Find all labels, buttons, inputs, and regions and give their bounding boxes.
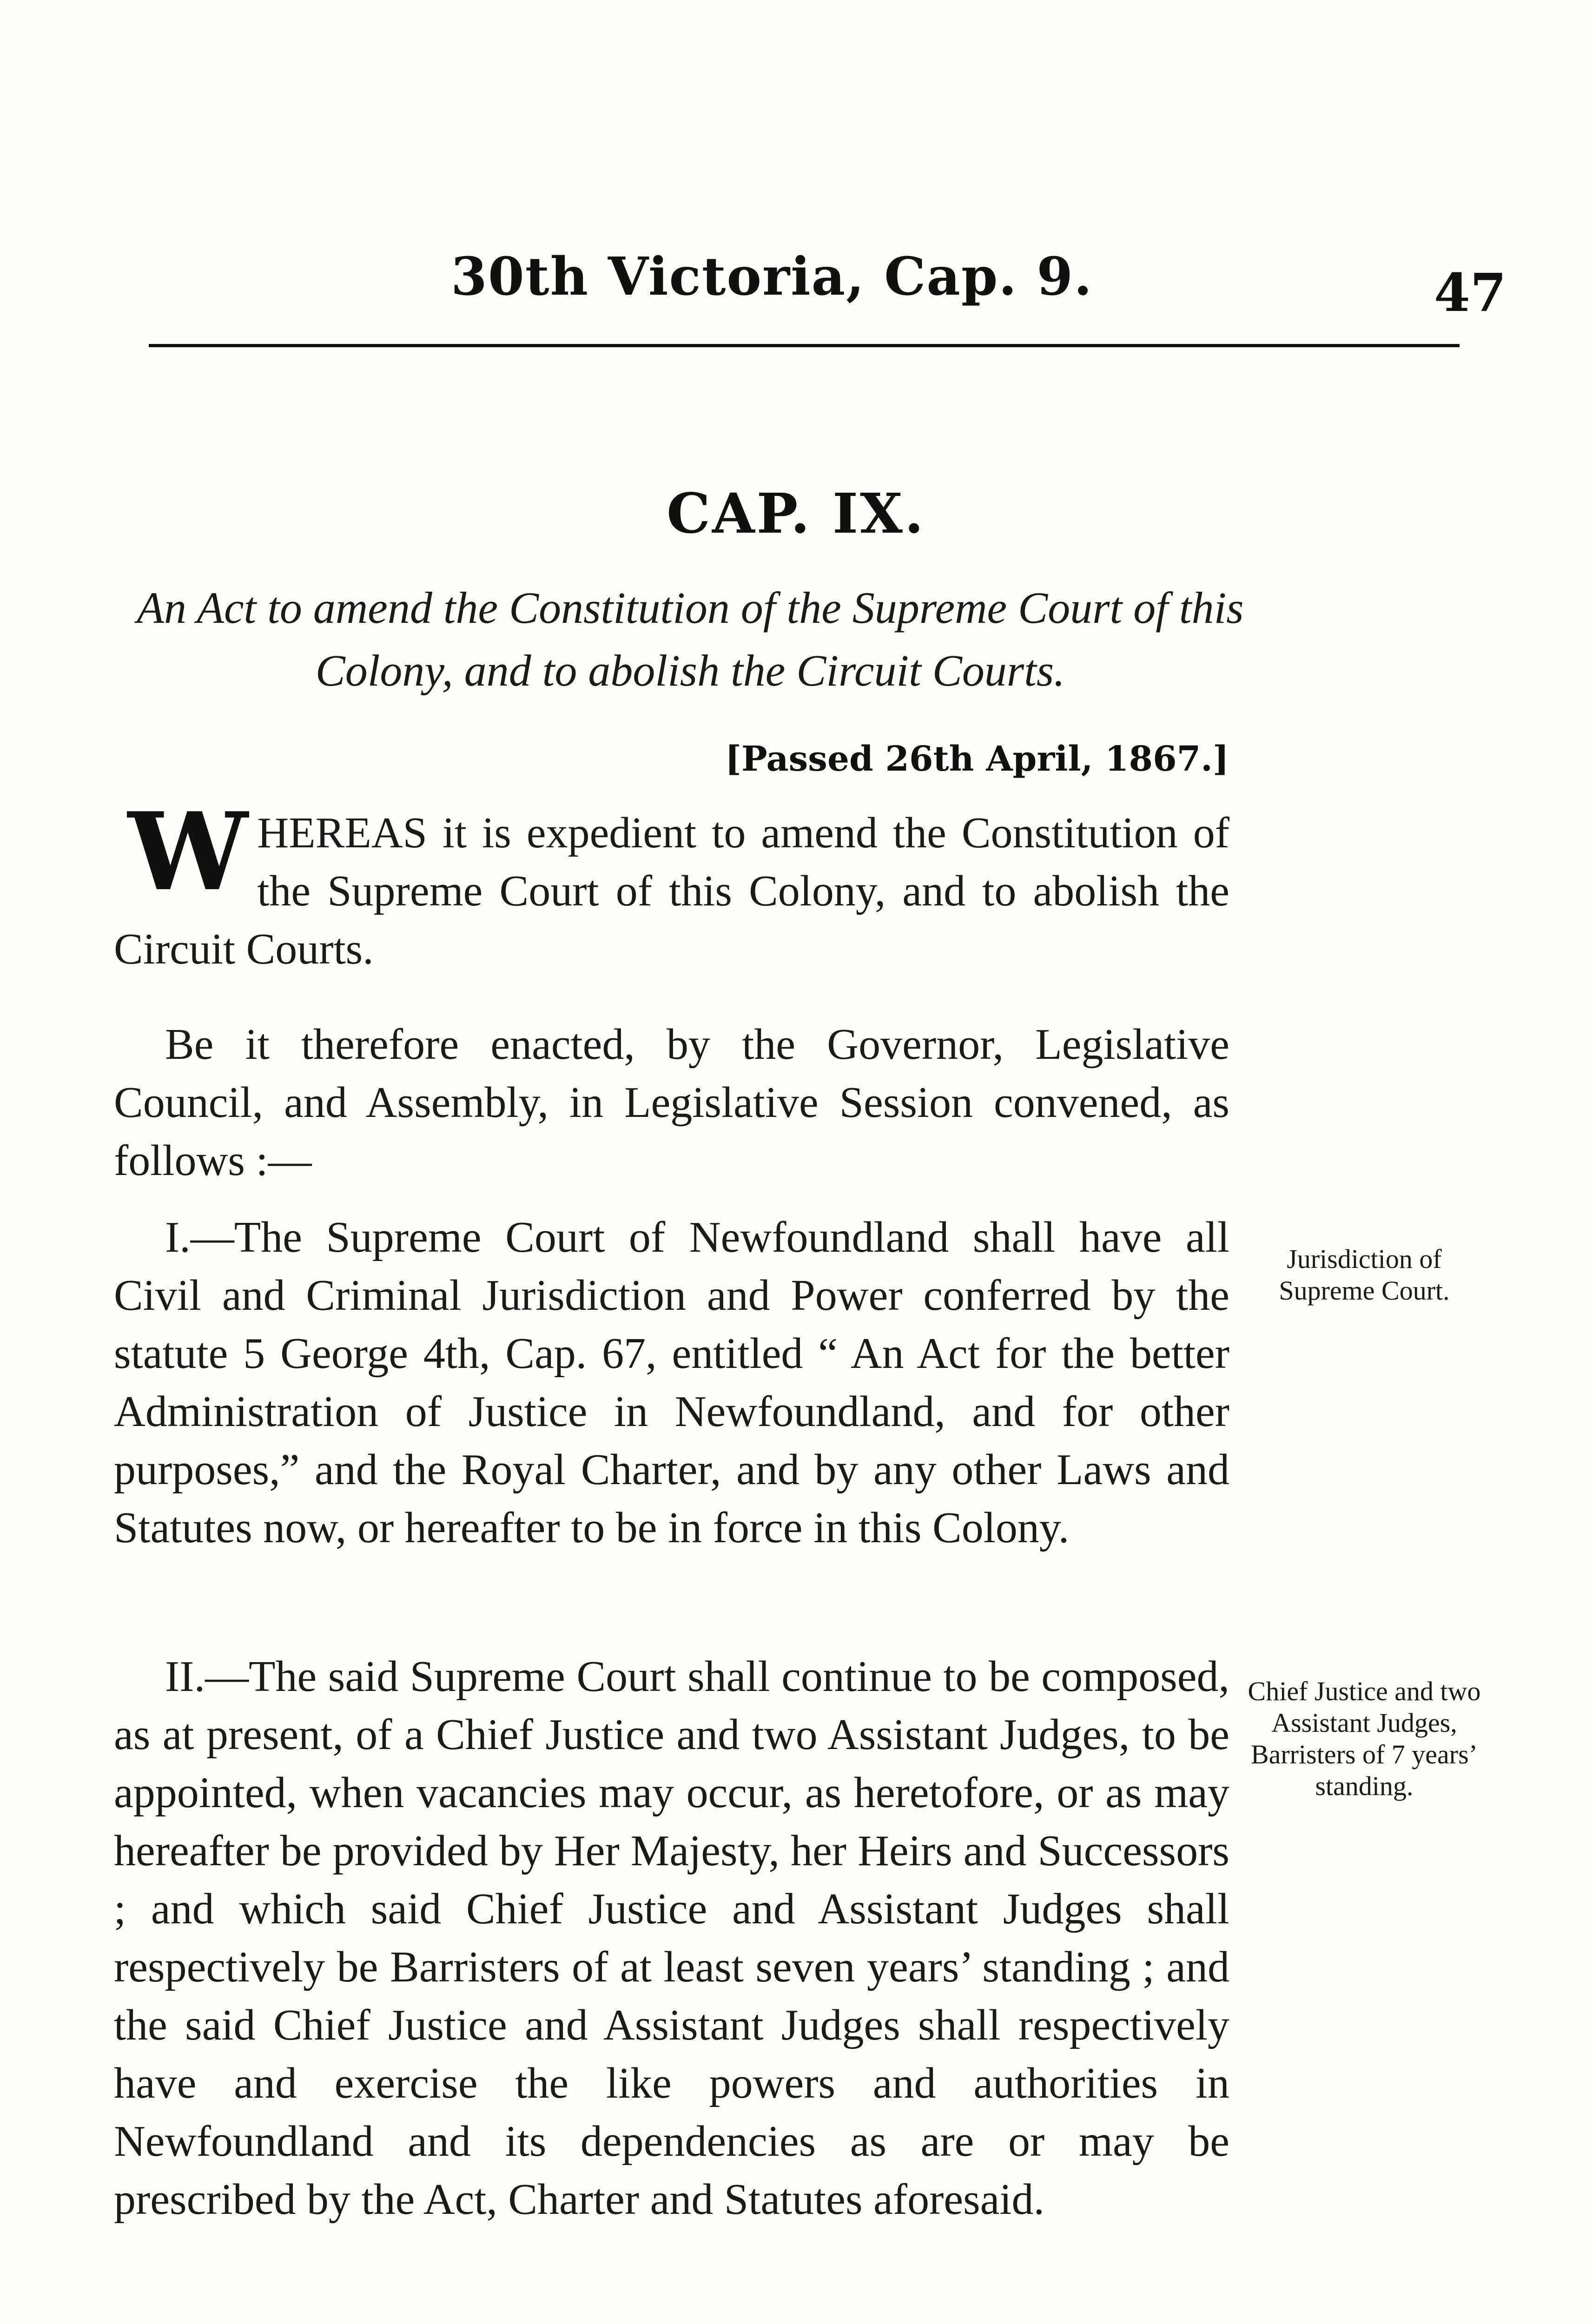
enacting-clause: Be it therefore enacted, by the Governor, Legislative Council, and Assembly, in Legislative Session convened, as follows :— — [114, 1020, 1229, 1185]
section-2: II.—The said Supreme Court shall continue to be composed, as at present, of a Chief Justice and two Assistant Judges, to be appointed, when vacancies may occur, as heretofore, or as may hereafter be provided by Her Majesty, her Heirs and Successors ; and which said Chief Justice and Assistant Judges shall respectively be Barristers of at least seven years’ standing ; and the said Chief Justice and Assistant Judges shall respectively have and exercise the like powers and authorities in Newfoundland and its dependencies as are or may be prescribed by the Act, Charter and Statutes aforesaid. — [114, 1652, 1229, 2224]
passed-date: [Passed 26th April, 1867.] — [725, 739, 1229, 779]
chapter-number: CAP. IX. — [667, 481, 925, 546]
section-1: I.—The Supreme Court of Newfoundland shall have all Civil and Criminal Jurisdiction and Power conferred by the statute 5 George 4th, Cap. 67, entitled “ An Act for the better Administration of Justice in Newfoundland, and for other purposes,” and the Royal Charter, and by any other Laws and Statutes now, or hereafter to be in force in this Colony. — [114, 1213, 1229, 1552]
margin-note-section-1: Jurisdiction of Supreme Court. — [1279, 1244, 1450, 1306]
preamble-text: HEREAS it is expedient to amend the Constitution of the Supreme Court of this Colony, and to abolish the Circuit Courts. — [114, 809, 1229, 973]
margin-note-section-2: Chief Justice and two Assistant Judges, Barristers of 7 years’ standing. — [1248, 1676, 1481, 1801]
header-rule — [149, 344, 1460, 347]
preamble — [114, 789, 1229, 978]
act-title: An Act to amend the Constitution of the Supreme Court of this Colony, and to abolish the Circuit Courts. — [137, 583, 1244, 695]
page-number: 47 — [1434, 263, 1506, 324]
running-head: 30th Victoria, Cap. 9. — [451, 246, 1093, 307]
drop-cap: W — [128, 789, 248, 915]
